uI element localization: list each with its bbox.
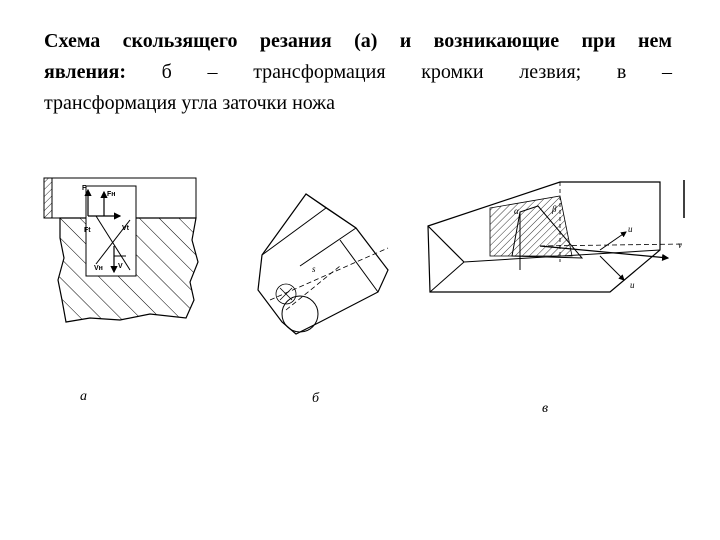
velocity-v-label: v bbox=[678, 240, 682, 250]
force-F-label: F bbox=[82, 185, 87, 192]
force-Vn-label: Vн bbox=[94, 265, 103, 272]
caption-title-end: явления: bbox=[44, 61, 126, 83]
caption-title: Схема скользящего резания (а) и возникающие при нем bbox=[44, 30, 672, 52]
svg-text:s: s bbox=[312, 264, 316, 274]
angle-beta-label: β bbox=[552, 204, 557, 214]
figure-b-label: б bbox=[312, 391, 320, 406]
figure-b bbox=[258, 194, 388, 334]
figure-a bbox=[44, 178, 198, 322]
velocity-u-bottom-label: u bbox=[630, 280, 635, 290]
caption-line-3: трансформация угла заточки ножа bbox=[44, 92, 335, 114]
figure-c-label: в bbox=[542, 401, 549, 416]
force-Vt-label: Vt bbox=[122, 225, 129, 232]
figure-a-label: а bbox=[80, 389, 87, 404]
figure-c bbox=[428, 180, 684, 292]
angle-alpha-label: α bbox=[514, 206, 519, 216]
velocity-u-top-label: u bbox=[628, 224, 633, 234]
caption-text: б – трансформация кромки лезвия; в – bbox=[125, 61, 672, 83]
force-Ft-label: Ft bbox=[84, 227, 91, 234]
force-Fn-label: Fн bbox=[107, 191, 116, 198]
force-V-label: V bbox=[118, 263, 123, 270]
